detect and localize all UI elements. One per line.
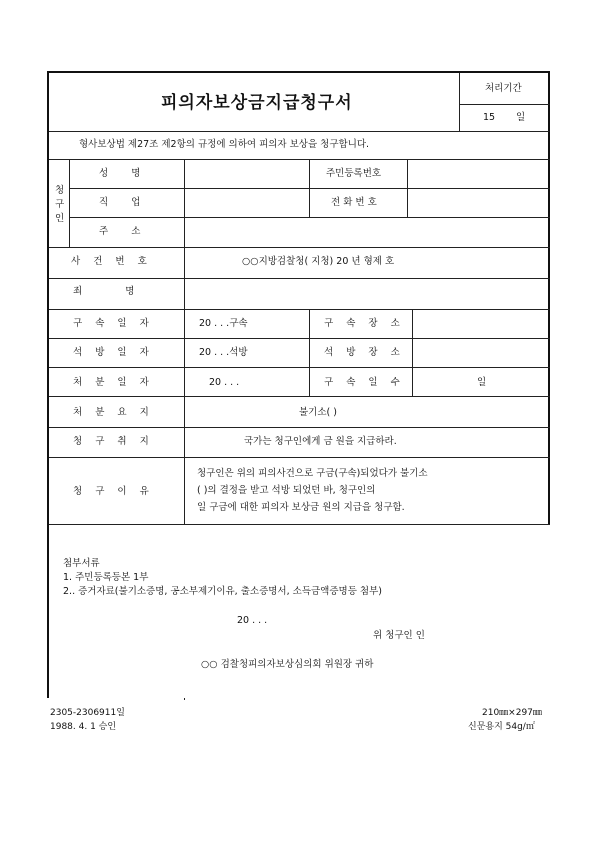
paper-size: 210㎜×297㎜: [482, 708, 542, 718]
charge-label: 죄 명: [73, 286, 135, 297]
disposition-summary-label: 처 분 요 지: [73, 407, 154, 418]
attachment-item-2: 2.. 증거자료(불기소증명, 공소부제기이유, 출소증명서, 소득금액증명등 첨부): [63, 586, 382, 597]
paper-type: 신문용지 54g/㎡: [468, 722, 535, 732]
release-place-label: 석 방 장 소: [324, 347, 405, 358]
intro-text: 형사보상법 제27조 제2항의 규정에 의하여 피의자 보상을 청구합니다.: [79, 139, 370, 150]
case-no-label: 사 건 번 호: [71, 256, 152, 267]
claim-reason-line-2: ( )의 결정을 받고 석방 되었던 바, 청구인의: [197, 485, 376, 496]
detention-days-label: 구 속 일 수: [324, 377, 405, 388]
signature-date: 20 . . .: [237, 615, 268, 626]
signature-addressee: ○○ 검찰청피의자보상심의회 위원장 귀하: [201, 659, 374, 670]
approval-date: 1988. 4. 1 승인: [50, 722, 117, 732]
case-no-value: ○○지방검찰청( 지청) 20 년 형제 호: [242, 256, 395, 267]
disposition-summary-value: 불기소( ): [299, 407, 337, 418]
release-date-value: 20 . . .석방: [199, 347, 248, 358]
form-title: 피의자보상금지급청구서: [161, 93, 353, 113]
arrest-place-label: 구 속 장 소: [324, 318, 405, 329]
phone-label: 전 화 번 호: [331, 197, 377, 208]
position-label: 직 업: [99, 197, 151, 208]
signature-claimant: 위 청구인 인: [373, 630, 425, 641]
attachments-title: 첨부서류: [63, 558, 100, 569]
form-code: 2305-2306911일: [50, 708, 125, 718]
processing-period-unit: 일: [516, 112, 526, 123]
attachment-item-1: 1. 주민등록등본 1부: [63, 572, 149, 583]
resident-id-label: 주민등록번호: [326, 168, 382, 179]
arrest-date-label: 구 속 일 자: [73, 318, 154, 329]
claimant-group-label-3: 인: [55, 213, 65, 224]
disposition-date-value: 20 . . .: [209, 377, 240, 388]
claim-form: [47, 71, 550, 698]
address-label: 주 소: [99, 226, 151, 237]
claim-reason-label: 청 구 이 유: [73, 486, 154, 497]
name-label: 성 명: [99, 168, 151, 179]
claim-reason-line-3: 일 구금에 대한 피의자 보상금 원의 지급을 청구함.: [197, 502, 405, 513]
arrest-date-value: 20 . . .구속: [199, 318, 248, 329]
release-date-label: 석 방 일 자: [73, 347, 154, 358]
detention-days-unit: 일: [477, 377, 487, 388]
claim-reason-line-1: 청구인은 위의 피의사건으로 구금(구속)되었다가 불기소: [197, 468, 428, 479]
claimant-group-label-1: 청: [55, 185, 65, 196]
processing-period-label: 처리기간: [485, 83, 522, 94]
claim-purpose-label: 청 구 취 지: [73, 436, 154, 447]
disposition-date-label: 처 분 일 자: [73, 377, 154, 388]
claim-purpose-value: 국가는 청구인에게 금 원을 지급하라.: [244, 436, 397, 447]
claimant-group-label-2: 구: [55, 199, 65, 210]
processing-period-value: 15: [483, 112, 496, 123]
